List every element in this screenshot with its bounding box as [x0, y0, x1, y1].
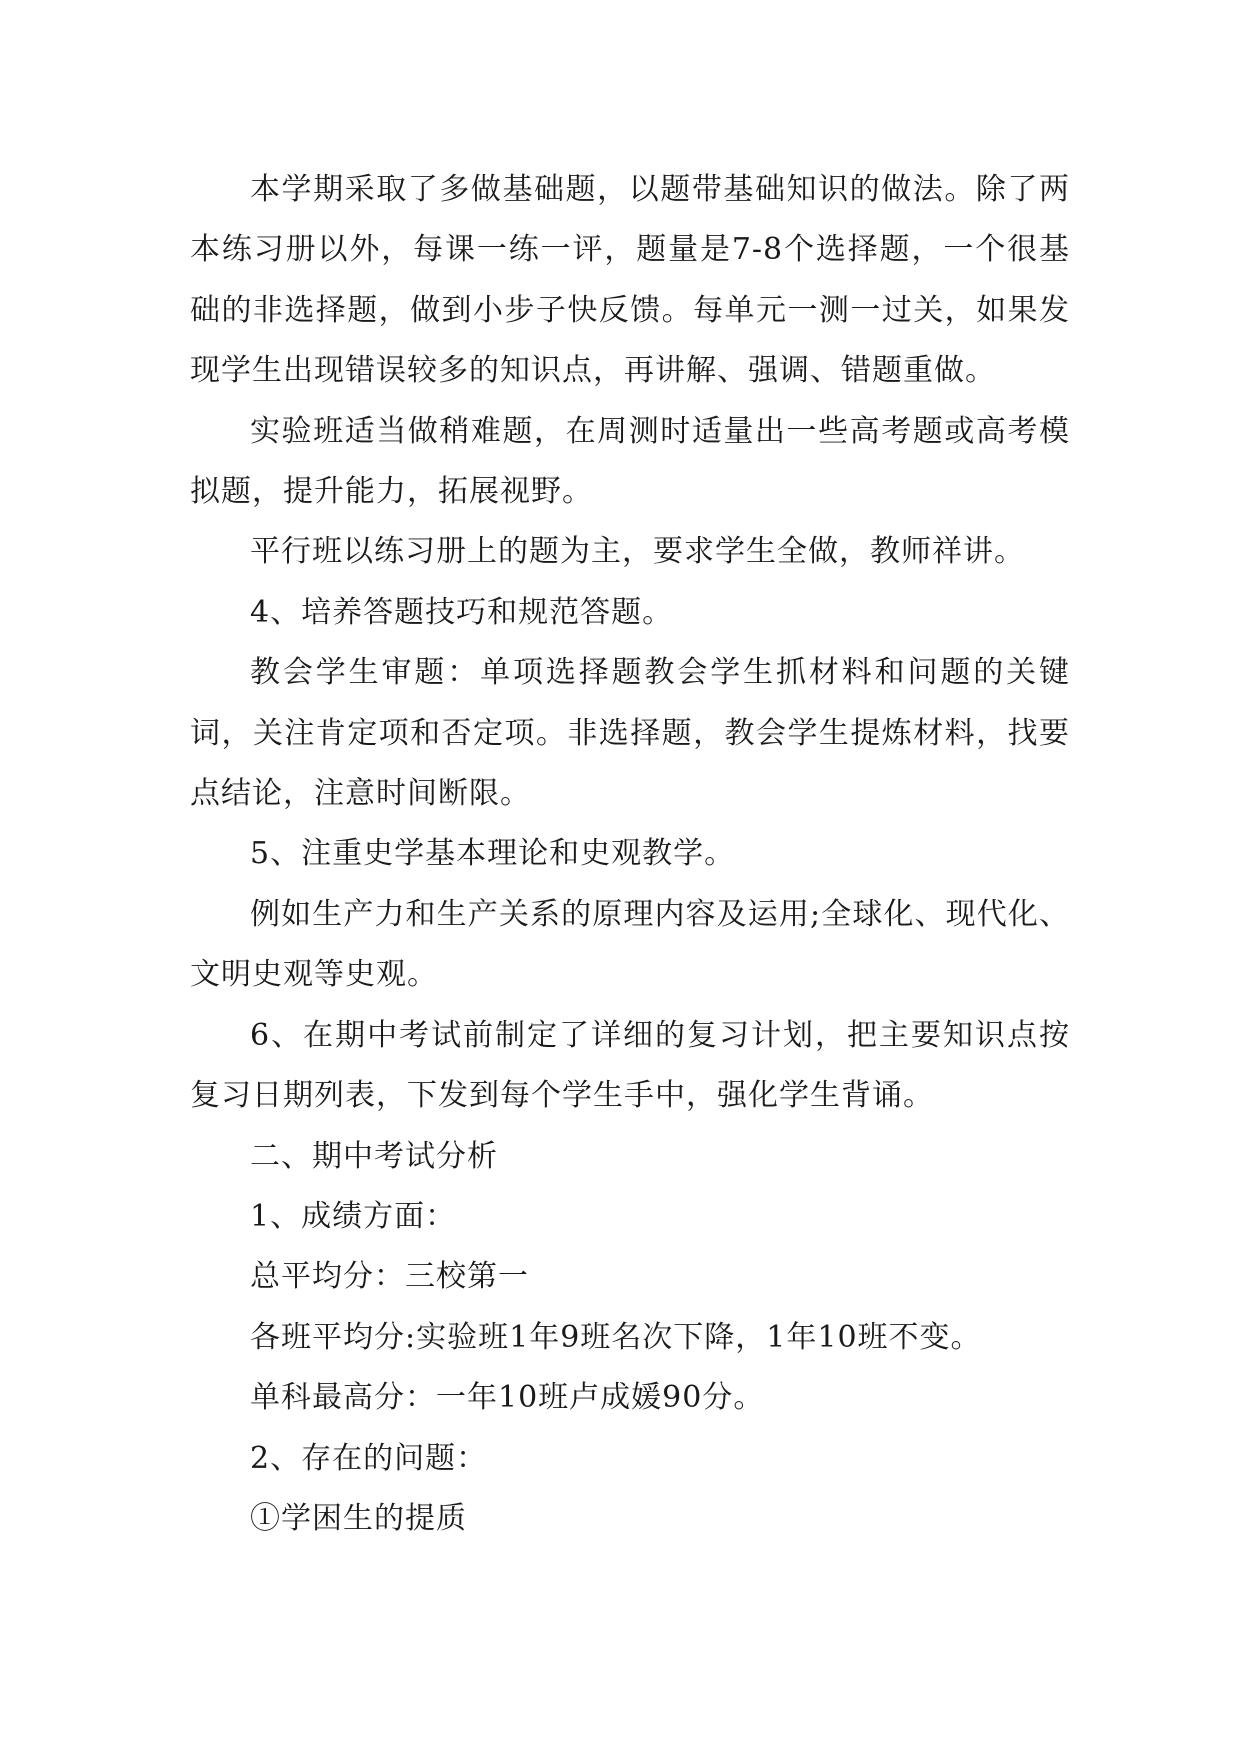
- heading-answer-skills: 4、培养答题技巧和规范答题。: [250, 594, 674, 630]
- paragraph-question-reading: 教会学生审题：单项选择题教会学生抓材料和问题的关键词，关注肯定项和否定项。非选择题，教会学生提炼材料，找要点结论，注意时间断限。: [190, 655, 1070, 812]
- paragraph-practice-method: 本学期采取了多做基础题，以题带基础知识的做法。除了两本练习册以外，每课一练一评，题量是7-8个选择题，一个很基础的非选择题，做到小步子快反馈。每单元一测一过关，如果发现学生出现错误较多的知识点，再讲解、强调、错题重做。: [190, 172, 1070, 389]
- heading-midterm-analysis: 二、期中考试分析: [250, 1138, 498, 1174]
- line-class-average: 各班平均分:实验班1年9班名次下降，1年10班不变。: [250, 1319, 982, 1355]
- line-overall-average: 总平均分：三校第一: [250, 1259, 529, 1295]
- line-top-score: 单科最高分：一年10班卢成媛90分。: [250, 1380, 765, 1416]
- heading-history-theory: 5、注重史学基本理论和史观教学。: [250, 836, 736, 872]
- line-problem-1: ①学困生的提质: [250, 1500, 467, 1536]
- heading-scores: 1、成绩方面：: [250, 1198, 457, 1234]
- heading-problems: 2、存在的问题：: [250, 1440, 488, 1476]
- document-page: [190, 160, 1070, 1549]
- paragraph-review-plan: 6、在期中考试前制定了详细的复习计划，把主要知识点按复习日期列表，下发到每个学生手中，强化学生背诵。: [190, 1017, 1070, 1114]
- paragraph-parallel-class: 平行班以练习册上的题为主，要求学生全做，教师祥讲。: [250, 534, 1025, 570]
- paragraph-history-views: 例如生产力和生产关系的原理内容及运用;全球化、现代化、文明史观等史观。: [190, 896, 1070, 993]
- paragraph-experimental-class: 实验班适当做稍难题，在周测时适量出一些高考题或高考模拟题，提升能力，拓展视野。: [190, 413, 1070, 510]
